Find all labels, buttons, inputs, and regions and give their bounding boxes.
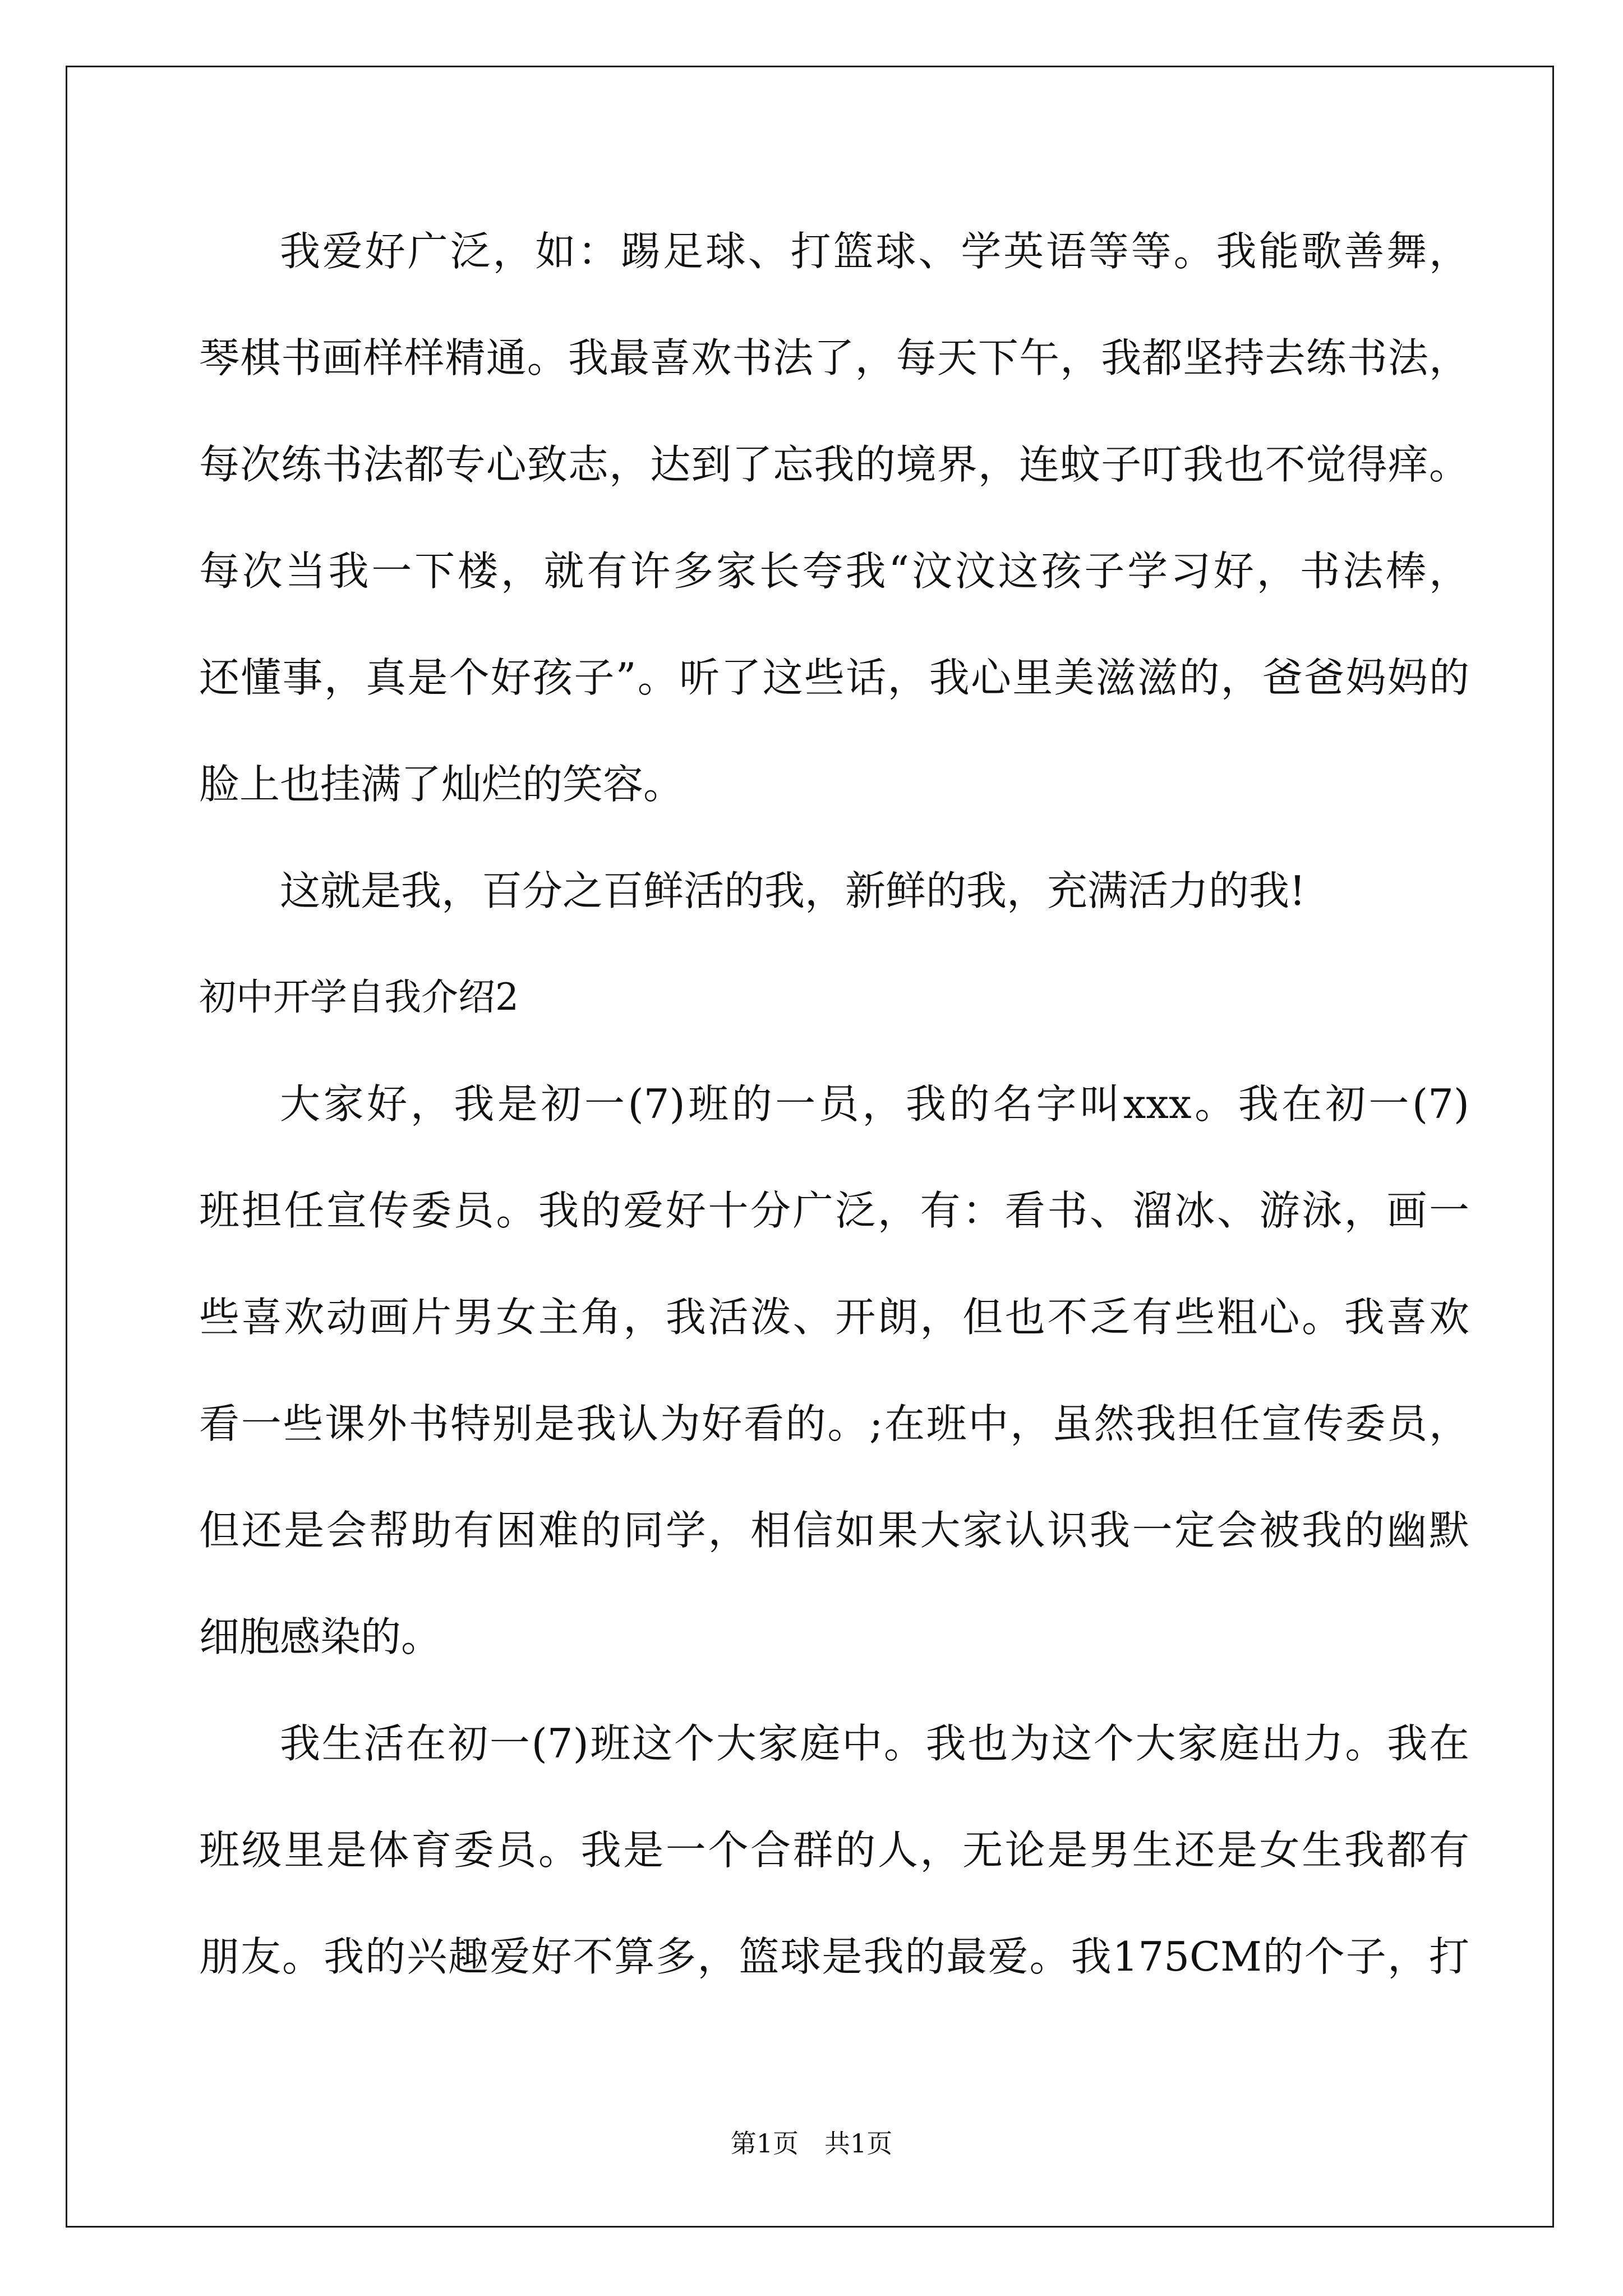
page-footer bbox=[0, 2129, 1623, 2158]
paragraph-line: 每次当我一下楼，就有许多家长夸我“汶汶这孩子学习好，书法棒， bbox=[199, 547, 1469, 595]
page-number: 第1页 共1页 bbox=[730, 2128, 893, 2159]
paragraph bbox=[199, 198, 1469, 838]
paragraph-line: 细胞感染的。 bbox=[199, 1613, 442, 1660]
section-heading bbox=[199, 944, 1469, 1051]
paragraph-line: 我生活在初一(7)班这个大家庭中。我也为这个大家庭出力。我在 bbox=[280, 1720, 1469, 1767]
paragraph-line: 脸上也挂满了灿烂的笑容。 bbox=[199, 761, 684, 808]
paragraph-line: 些喜欢动画片男女主角，我活泼、开朗，但也不乏有些粗心。我喜欢 bbox=[199, 1294, 1469, 1341]
paragraph-line: 这就是我，百分之百鲜活的我，新鲜的我，充满活力的我! bbox=[280, 867, 1306, 914]
paragraph-line: 我爱好广泛，如：踢足球、打篮球、学英语等等。我能歌善舞， bbox=[280, 228, 1469, 275]
paragraph bbox=[199, 1690, 1469, 2010]
paragraph-line: 看一些课外书特别是我认为好看的。;在班中，虽然我担任宣传委员， bbox=[199, 1400, 1469, 1447]
paragraph-line: 但还是会帮助有困难的同学，相信如果大家认识我一定会被我的幽默 bbox=[199, 1507, 1469, 1554]
paragraph-line: 还懂事，真是个好孩子”。听了这些话，我心里美滋滋的，爸爸妈妈的 bbox=[199, 654, 1469, 701]
paragraph-line: 朋友。我的兴趣爱好不算多，篮球是我的最爱。我175CM的个子，打 bbox=[199, 1933, 1469, 1980]
paragraph-line: 大家好，我是初一(7)班的一员，我的名字叫xxx。我在初一(7) bbox=[280, 1080, 1469, 1128]
paragraph bbox=[199, 838, 1469, 944]
paragraph-line: 琴棋书画样样精通。我最喜欢书法了，每天下午，我都坚持去练书法， bbox=[199, 334, 1469, 381]
paragraph-line: 班担任宣传委员。我的爱好十分广泛，有：看书、溜冰、游泳，画一 bbox=[199, 1187, 1469, 1234]
document-body bbox=[199, 198, 1469, 2010]
paragraph-line: 每次练书法都专心致志，达到了忘我的境界，连蚊子叮我也不觉得痒。 bbox=[199, 441, 1469, 488]
section-heading-text: 初中开学自我介绍2 bbox=[199, 976, 519, 1019]
paragraph bbox=[199, 1051, 1469, 1690]
paragraph-line: 班级里是体育委员。我是一个合群的人，无论是男生还是女生我都有 bbox=[199, 1826, 1469, 1874]
